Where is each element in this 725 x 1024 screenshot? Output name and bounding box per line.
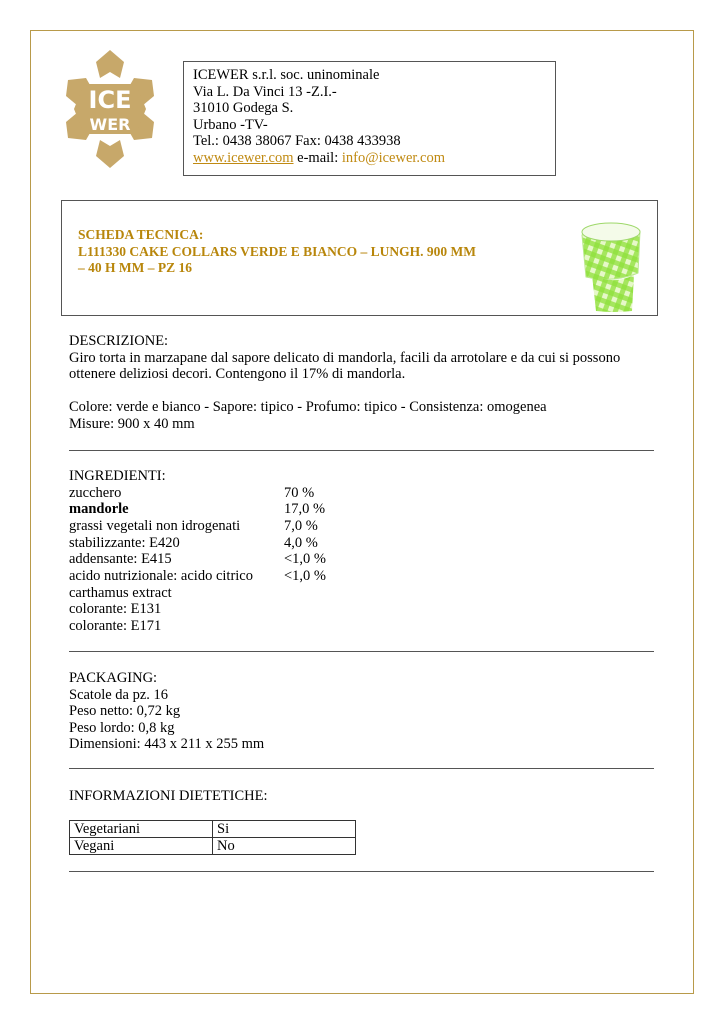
divider [69,651,654,652]
dietetiche-heading: INFORMAZIONI DIETETICHE: [69,788,268,804]
svg-text:WER: WER [89,115,131,134]
ingredient-name: addensante: E415 [69,551,172,568]
descrizione-text2: ottenere deliziosi decori. Contengono il 17% di mandorla. [69,366,406,382]
email-label: e-mail: [297,149,339,166]
ingredient-row [69,568,659,585]
company-web-line [193,150,555,167]
ingredient-row [69,551,659,568]
ingredient-value: 7,0 % [284,517,318,534]
svg-text:ICE: ICE [88,86,132,114]
company-address-line3: Urbano -TV- [193,116,268,133]
dietary-value: No [213,838,356,855]
ingredient-name: carthamus extract [69,584,172,601]
ingredienti-heading: INGREDIENTI: [69,468,166,484]
packaging-line: Peso netto: 0,72 kg [69,703,181,719]
descrizione-properties: Colore: verde e bianco - Sapore: tipico - Profumo: tipico - Consistenza: omogenea [69,399,547,415]
ingredient-name: mandorle [69,501,129,518]
dietary-table [69,820,356,855]
ingredient-value: 70 % [284,484,315,501]
ingredient-row [69,535,659,552]
ingredient-value: 17,0 % [284,501,326,518]
ingredient-name: acido nutrizionale: acido citrico [69,567,253,584]
company-address-line2: 31010 Godega S. [193,100,294,116]
title-line1: SCHEDA TECNICA: [78,227,204,242]
dietary-label: Vegani [70,838,213,855]
dietary-label: Vegetariani [70,821,213,838]
packaging-line: Dimensioni: 443 x 211 x 255 mm [69,736,265,752]
ingredient-row [69,501,659,518]
divider [69,768,654,769]
ingredient-row [69,601,659,618]
divider [69,450,654,451]
packaging-section [69,670,659,753]
product-title [78,227,528,277]
packaging-line: Peso lordo: 0,8 kg [69,719,175,736]
descrizione-text1: Giro torta in marzapane dal sapore delicato di mandorla, facili da arrotolare e da cui si possono [69,349,621,366]
website-link[interactable]: www.icewer.com [193,149,294,166]
table-row [70,838,356,855]
ingredient-value: <1,0 % [284,551,327,568]
table-row [70,821,356,838]
title-line3: – 40 H MM – PZ 16 [78,260,192,275]
product-image [574,213,648,313]
ingredient-name: colorante: E131 [69,601,162,618]
title-line2: L111330 CAKE COLLARS VERDE E BIANCO – LUNGH. 900 MM [78,243,477,259]
descrizione-misure: Misure: 900 x 40 mm [69,415,195,432]
ingredient-name: zucchero [69,484,122,501]
ingredienti-section [69,468,659,635]
icewer-logo [64,48,156,170]
ingredient-value: 4,0 % [284,534,318,551]
packaging-heading: PACKAGING: [69,670,158,686]
divider [69,871,654,872]
company-name: ICEWER s.r.l. soc. uninominale [193,67,380,83]
descrizione-section [69,333,659,432]
packaging-line: Scatole da pz. 16 [69,686,169,703]
ingredient-name: colorante: E171 [69,618,162,634]
ingredient-row [69,618,659,635]
ingredient-row [69,585,659,602]
ingredient-row [69,518,659,535]
dietetiche-section [69,788,659,805]
ingredient-value: <1,0 % [284,567,327,584]
ingredient-name: stabilizzante: E420 [69,534,180,551]
company-phone: Tel.: 0438 38067 Fax: 0438 433938 [193,133,401,149]
company-address-line1: Via L. Da Vinci 13 -Z.I.- [193,83,337,100]
ingredient-row [69,485,659,502]
ingredient-name: grassi vegetali non idrogenati [69,517,241,534]
descrizione-heading: DESCRIZIONE: [69,333,169,349]
email-link[interactable]: info@icewer.com [341,149,445,166]
company-info-box [183,61,556,176]
title-box [61,200,658,316]
dietary-value: Si [213,821,356,838]
